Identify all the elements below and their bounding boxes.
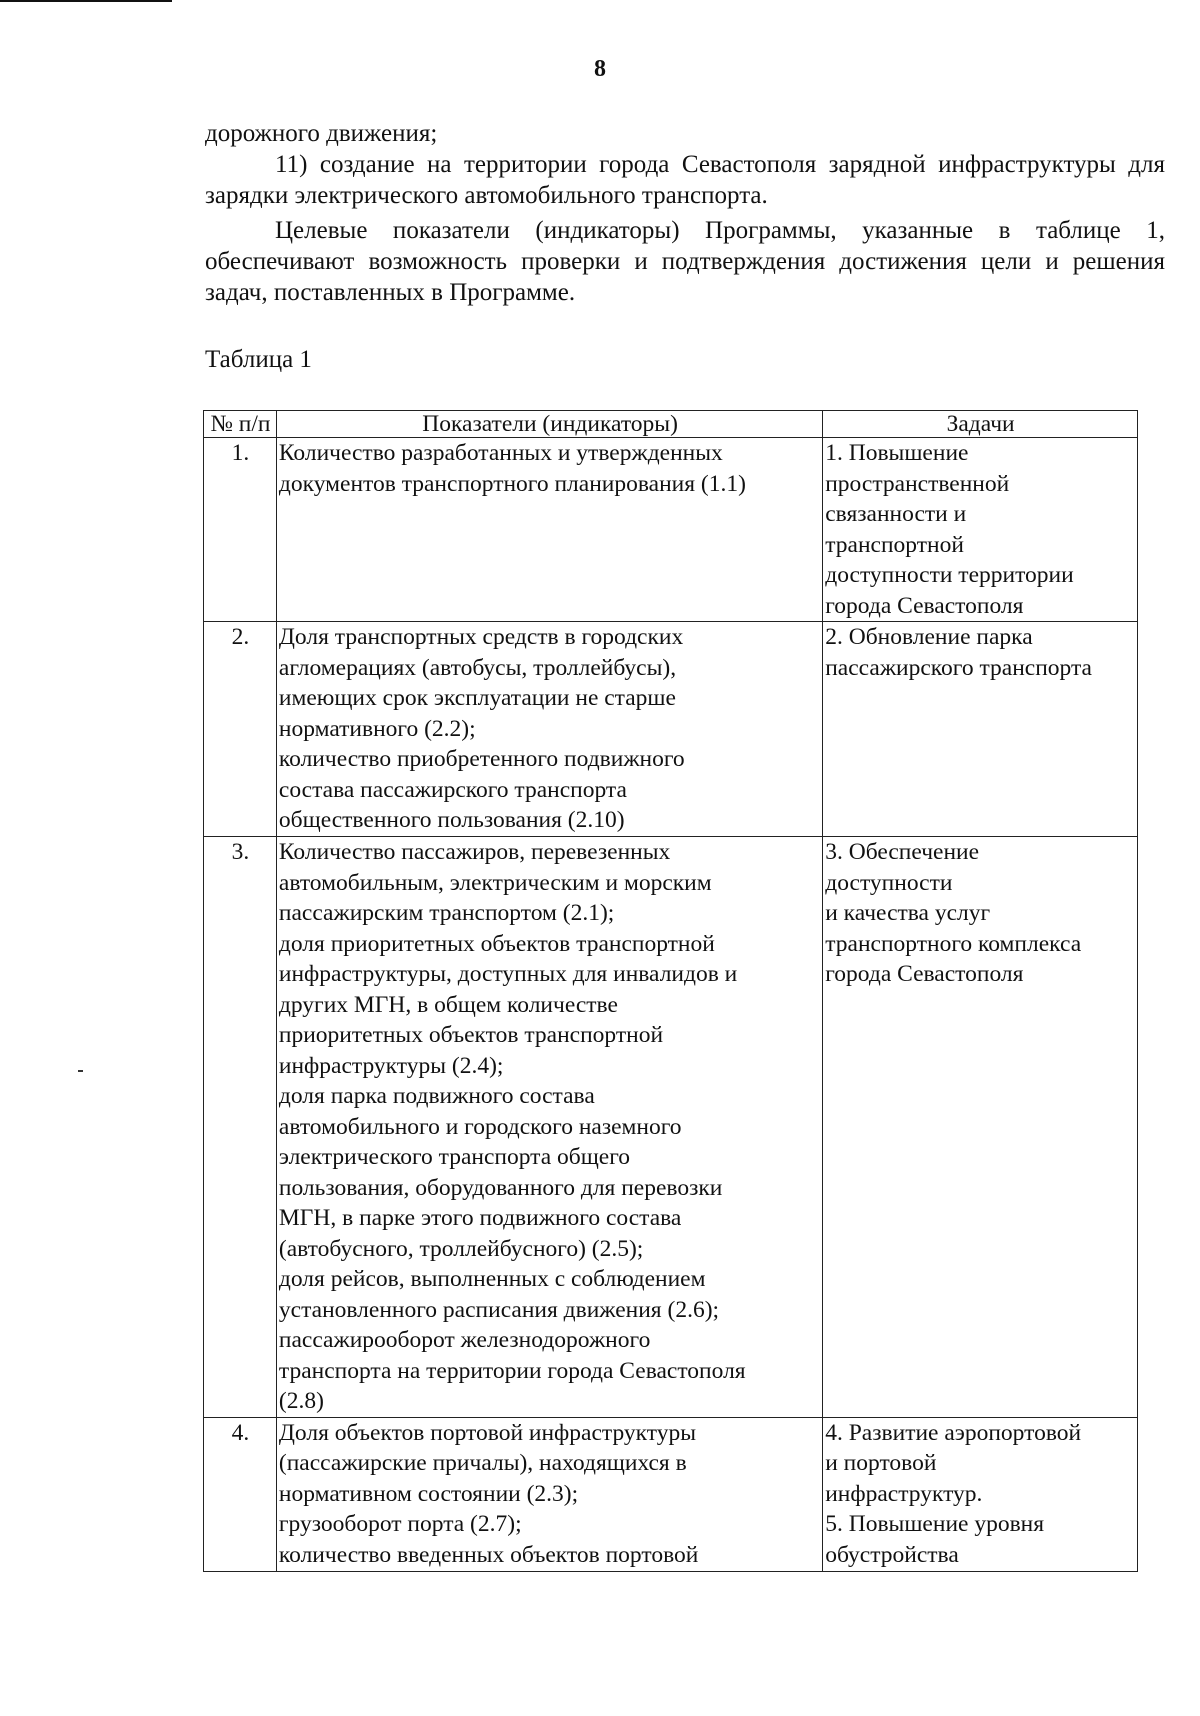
row-number: 2. [204, 622, 277, 837]
table-row [204, 622, 1138, 837]
scan-mark [78, 1070, 83, 1072]
paragraph-target-indicators: Целевые показатели (индикаторы) Программы, указанные в таблице 1, обеспечивают возможность проверки и подтверждения достижения цели и решения задач, поставленных в Программе. [205, 217, 1165, 306]
header-indicators: Показатели (индикаторы) [276, 411, 822, 438]
table-header-row [204, 411, 1138, 438]
table-row [204, 438, 1138, 622]
top-rule [0, 0, 172, 2]
header-tasks: Задачи [823, 411, 1138, 438]
row-tasks: 3. Обеспечение доступности и качества услуг транспортного комплекса города Севастополя [823, 837, 1138, 1418]
paragraph-road-traffic: дорожного движения; [205, 120, 438, 147]
row-indicators: Доля объектов портовой инфраструктуры (пассажирские причалы), находящихся в нормативном состоянии (2.3); грузооборот порта (2.7); количество введенных объектов портовой [276, 1417, 822, 1571]
header-num: № п/п [204, 411, 277, 438]
paragraph-item-11: 11) создание на территории города Севастополя зарядной инфраструктуры для зарядки электрического автомобильного транспорта. [205, 151, 1165, 209]
table-row [204, 1417, 1138, 1571]
indicators-table [203, 410, 1138, 1572]
row-tasks: 4. Развитие аэропортовой и портовой инфраструктур. 5. Повышение уровня обустройства [823, 1417, 1138, 1571]
row-number: 1. [204, 438, 277, 622]
row-tasks: 1. Повышение пространственной связанности и транспортной доступности территории города Севастополя [823, 438, 1138, 622]
row-indicators: Количество пассажиров, перевезенных автомобильным, электрическим и морским пассажирским транспортом (2.1); доля приоритетных объектов транспортной инфраструктуры, доступных для инвалидов и других МГН, в общем количестве приоритетных объектов транспортной инфраструктуры (2.4); доля парка подвижного состава автомобильного и городского наземного электрического транспорта общего пользования, оборудованного для перевозки МГН, в парке этого подвижного состава (автобусного, троллейбусного) (2.5); доля рейсов, выполненных с соблюдением установленного расписания движения (2.6); пассажирооборот железнодорожного транспорта на территории города Севастополя (2.8) [276, 837, 822, 1418]
row-number: 3. [204, 837, 277, 1418]
row-indicators: Доля транспортных средств в городских агломерациях (автобусы, троллейбусы), имеющих срок эксплуатации не старше нормативного (2.2); количество приобретенного подвижного состава пассажирского транспорта общественного пользования (2.10) [276, 622, 822, 837]
row-tasks: 2. Обновление парка пассажирского транспорта [823, 622, 1138, 837]
table-row [204, 837, 1138, 1418]
table-caption: Таблица 1 [205, 346, 312, 373]
page-number: 8 [594, 56, 606, 82]
row-indicators: Количество разработанных и утвержденных документов транспортного планирования (1.1) [276, 438, 822, 622]
row-number: 4. [204, 1417, 277, 1571]
